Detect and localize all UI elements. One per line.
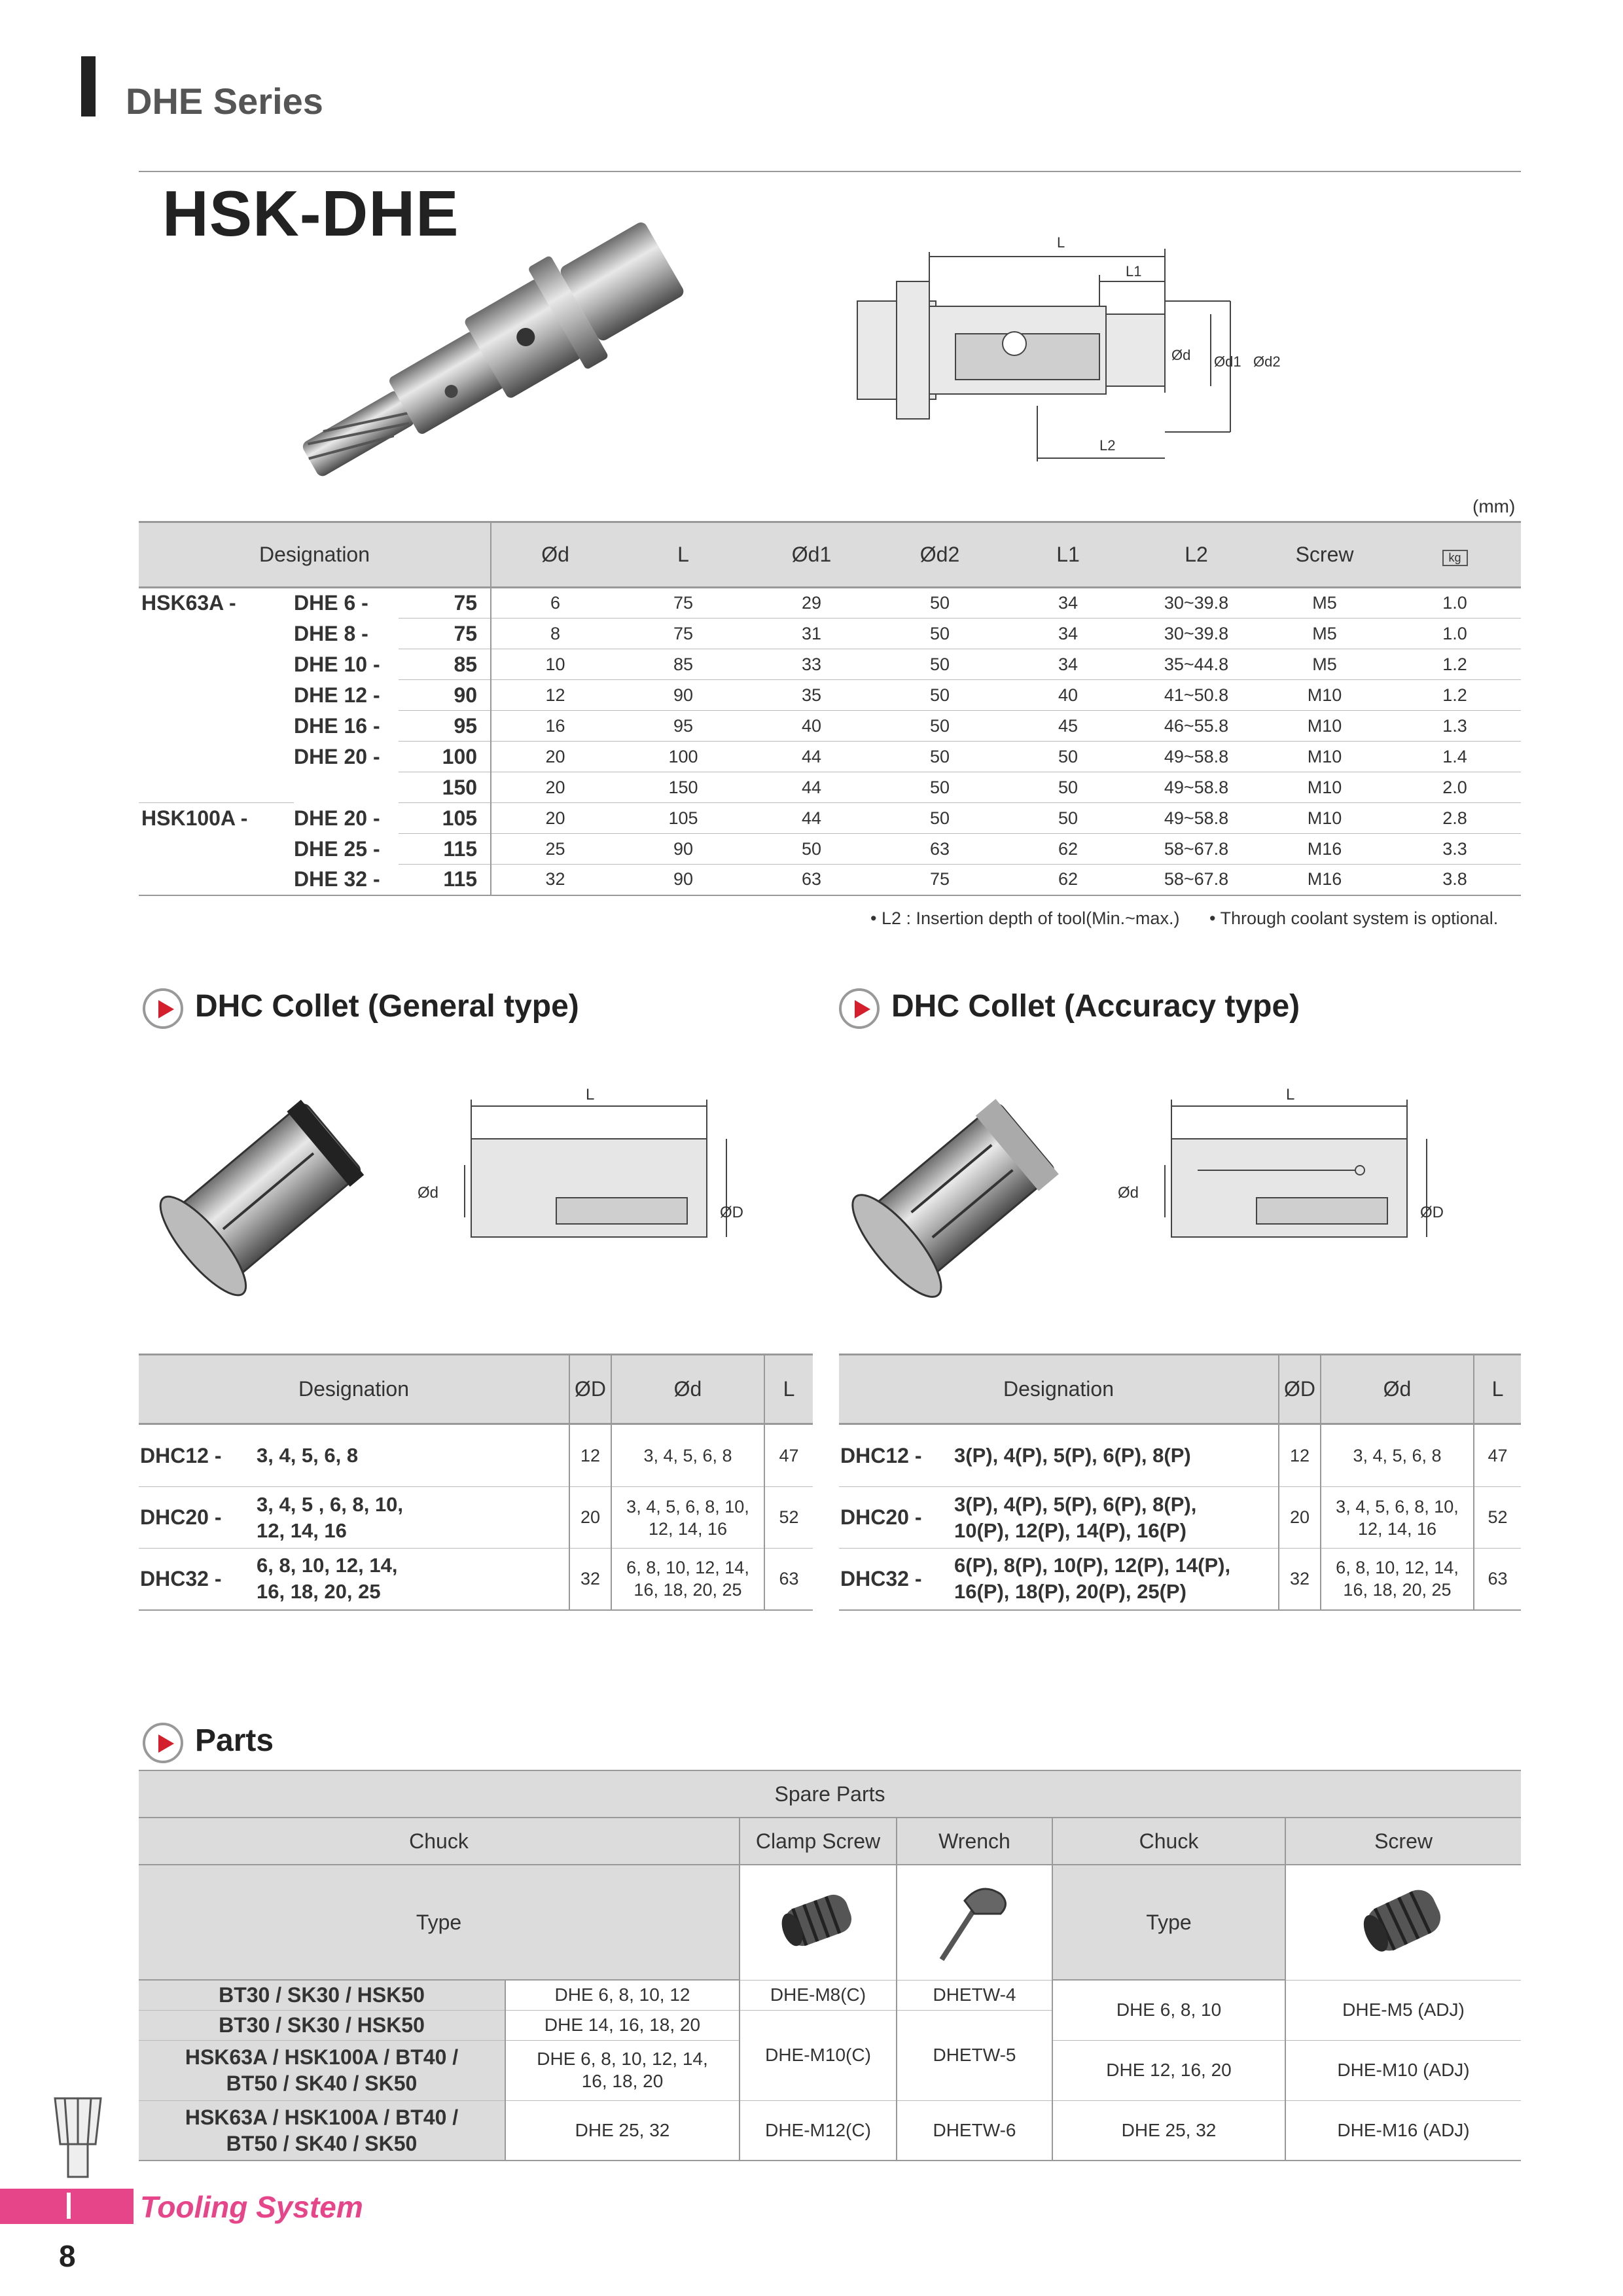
collet-dim-D: ØD xyxy=(1420,1204,1444,1221)
series-title: DHE Series xyxy=(126,81,323,122)
table-row: BT30 / SK30 / HSK50 DHE 14, 16, 18, 20 DHE-M10(C) DHETW-5 xyxy=(139,2010,1521,2040)
table-row: DHE 20 - 100 20 100 44 50 50 49~58.8 M10 1.4 xyxy=(139,742,1521,772)
footer-marker xyxy=(67,2193,71,2219)
adj-screw-icon xyxy=(1351,1881,1456,1960)
general-collet-table xyxy=(139,1354,813,1611)
table-row: HSK100A - DHE 20 - 105 20 105 44 50 50 49~58.8 M10 2.8 xyxy=(139,803,1521,834)
spare-parts-header: Spare Parts xyxy=(139,1770,1521,1818)
col-type: Type xyxy=(139,1865,740,1980)
col-designation: Designation xyxy=(839,1355,1279,1424)
footer-title: Tooling System xyxy=(140,2190,363,2224)
col-weight xyxy=(1389,522,1521,588)
page-title: HSK-DHE xyxy=(162,177,459,249)
series-marker xyxy=(81,56,96,117)
hsk-dhe-drawing xyxy=(831,229,1329,471)
table-row: DHE 16 - 95 16 95 40 50 45 46~55.8 M10 1.3 xyxy=(139,711,1521,742)
table-row: DHE 10 - 85 10 85 33 50 34 35~44.8 M5 1.2 xyxy=(139,649,1521,680)
general-collet-photo xyxy=(144,1073,393,1309)
note-l2: • L2 : Insertion depth of tool(Min.~max.) xyxy=(870,908,1180,928)
col-wrench: Wrench xyxy=(897,1818,1052,1865)
clamp-screw-image xyxy=(740,1865,897,1980)
dim-d1: Ød1 xyxy=(1214,353,1241,370)
table-row: BT30 / SK30 / HSK50 DHE 6, 8, 10, 12 DHE-M8(C) DHETW-4 DHE 6, 8, 10 DHE-M5 (ADJ) xyxy=(139,1980,1521,2010)
accuracy-collet-table xyxy=(839,1354,1521,1611)
table-row: HSK63A / HSK100A / BT40 / BT50 / SK40 / SK50 DHE 25, 32 DHE-M12(C) DHETW-6 DHE 25, 32 DHE-M16 (ADJ) xyxy=(139,2100,1521,2161)
section-bullet-icon xyxy=(143,988,183,1029)
collet-thumbnail-icon xyxy=(48,2092,107,2183)
collet-dim-l: L xyxy=(1286,1086,1295,1103)
col-l2: L2 xyxy=(1132,522,1260,588)
table-row: 150 20 150 44 50 50 49~58.8 M10 2.0 xyxy=(139,772,1521,803)
dim-d2: Ød2 xyxy=(1253,353,1281,370)
section-title-accuracy: DHC Collet (Accuracy type) xyxy=(891,989,1300,1024)
col-l1: L1 xyxy=(1004,522,1132,588)
dim-l2: L2 xyxy=(1099,437,1116,454)
table-row: DHE 25 - 115 25 90 50 63 62 58~67.8 M16 3.3 xyxy=(139,834,1521,865)
accuracy-collet-photo xyxy=(838,1073,1086,1309)
note-coolant: • Through coolant system is optional. xyxy=(1209,908,1499,928)
table-row: DHE 32 - 115 32 90 63 75 62 58~67.8 M16 3.8 xyxy=(139,865,1521,895)
col-D: ØD xyxy=(569,1355,611,1424)
table-row: DHC32 - 6, 8, 10, 12, 14, 16, 18, 20, 25 32 6, 8, 10, 12, 14, 16, 18, 20, 25 63 xyxy=(139,1549,813,1610)
dim-l: L xyxy=(1057,234,1065,251)
col-D: ØD xyxy=(1279,1355,1321,1424)
table-row: DHC12 - 3(P), 4(P), 5(P), 6(P), 8(P) 12 3, 4, 5, 6, 8 47 xyxy=(839,1424,1521,1487)
col-clamp-screw: Clamp Screw xyxy=(740,1818,897,1865)
table-row: DHE 12 - 90 12 90 35 50 40 41~50.8 M10 1.2 xyxy=(139,680,1521,711)
col-d: Ød xyxy=(491,522,619,588)
table-row: DHE 8 - 75 8 75 31 50 34 30~39.8 M5 1.0 xyxy=(139,619,1521,649)
col-d: Ød xyxy=(611,1355,764,1424)
col-L: L xyxy=(1474,1355,1521,1424)
table-header-row xyxy=(839,1355,1521,1424)
table-row: DHC20 - 3, 4, 5 , 6, 8, 10, 12, 14, 16 20 3, 4, 5, 6, 8, 10, 12, 14, 16 52 xyxy=(139,1487,813,1549)
main-spec-table xyxy=(139,521,1521,896)
weight-icon: kg xyxy=(1442,550,1468,566)
col-type-2: Type xyxy=(1052,1865,1285,1980)
wrench-icon xyxy=(929,1874,1020,1966)
clamp-screw-icon xyxy=(772,1884,864,1956)
section-title-general: DHC Collet (General type) xyxy=(195,989,579,1024)
collet-dim-l: L xyxy=(586,1086,595,1103)
col-L: L xyxy=(764,1355,813,1424)
parts-table xyxy=(139,1770,1521,2161)
col-screw: Screw xyxy=(1285,1818,1521,1865)
col-designation: Designation xyxy=(139,522,491,588)
collet-dim-d: Ød xyxy=(418,1184,439,1202)
accuracy-collet-drawing xyxy=(1106,1086,1472,1283)
header-rule xyxy=(139,171,1521,172)
unit-label: (mm) xyxy=(1472,496,1516,516)
table-row: HSK63A - DHE 6 - 75 6 75 29 50 34 30~39.8 M5 1.0 xyxy=(139,588,1521,619)
section-bullet-icon xyxy=(839,988,880,1029)
col-chuck-2: Chuck xyxy=(1052,1818,1285,1865)
collet-dim-D: ØD xyxy=(720,1204,743,1221)
section-bullet-icon xyxy=(143,1723,183,1763)
col-l: L xyxy=(619,522,747,588)
page-number: 8 xyxy=(59,2239,76,2273)
collet-dim-d: Ød xyxy=(1118,1184,1139,1202)
col-screw: Screw xyxy=(1260,522,1389,588)
col-d: Ød xyxy=(1321,1355,1474,1424)
table-row: DHC32 - 6(P), 8(P), 10(P), 12(P), 14(P), 16(P), 18(P), 20(P), 25(P) 32 6, 8, 10, 12, 14, 16, 18, 20, 25 63 xyxy=(839,1549,1521,1610)
wrench-image xyxy=(897,1865,1052,1980)
col-d1: Ød1 xyxy=(747,522,876,588)
dim-l1: L1 xyxy=(1126,263,1142,279)
dim-d: Ød xyxy=(1171,347,1191,363)
col-designation: Designation xyxy=(139,1355,569,1424)
screw-image xyxy=(1285,1865,1521,1980)
general-collet-drawing xyxy=(406,1086,772,1283)
table-header-row xyxy=(139,1355,813,1424)
table-row: DHC20 - 3(P), 4(P), 5(P), 6(P), 8(P), 10(P), 12(P), 14(P), 16(P) 20 3, 4, 5, 6, 8, 10, 12, 14, 16 52 xyxy=(839,1487,1521,1549)
table-row: DHC12 - 3, 4, 5, 6, 8 12 3, 4, 5, 6, 8 47 xyxy=(139,1424,813,1487)
col-chuck: Chuck xyxy=(139,1818,740,1865)
section-title-parts: Parts xyxy=(195,1723,274,1758)
hsk-dhe-photo xyxy=(268,209,726,497)
table-row: HSK63A / HSK100A / BT40 / BT50 / SK40 / SK50 DHE 6, 8, 10, 12, 14, 16, 18, 20 DHE 12, 16, 20 DHE-M10 (ADJ) xyxy=(139,2040,1521,2100)
table-header-row xyxy=(139,522,1521,588)
col-d2: Ød2 xyxy=(876,522,1004,588)
